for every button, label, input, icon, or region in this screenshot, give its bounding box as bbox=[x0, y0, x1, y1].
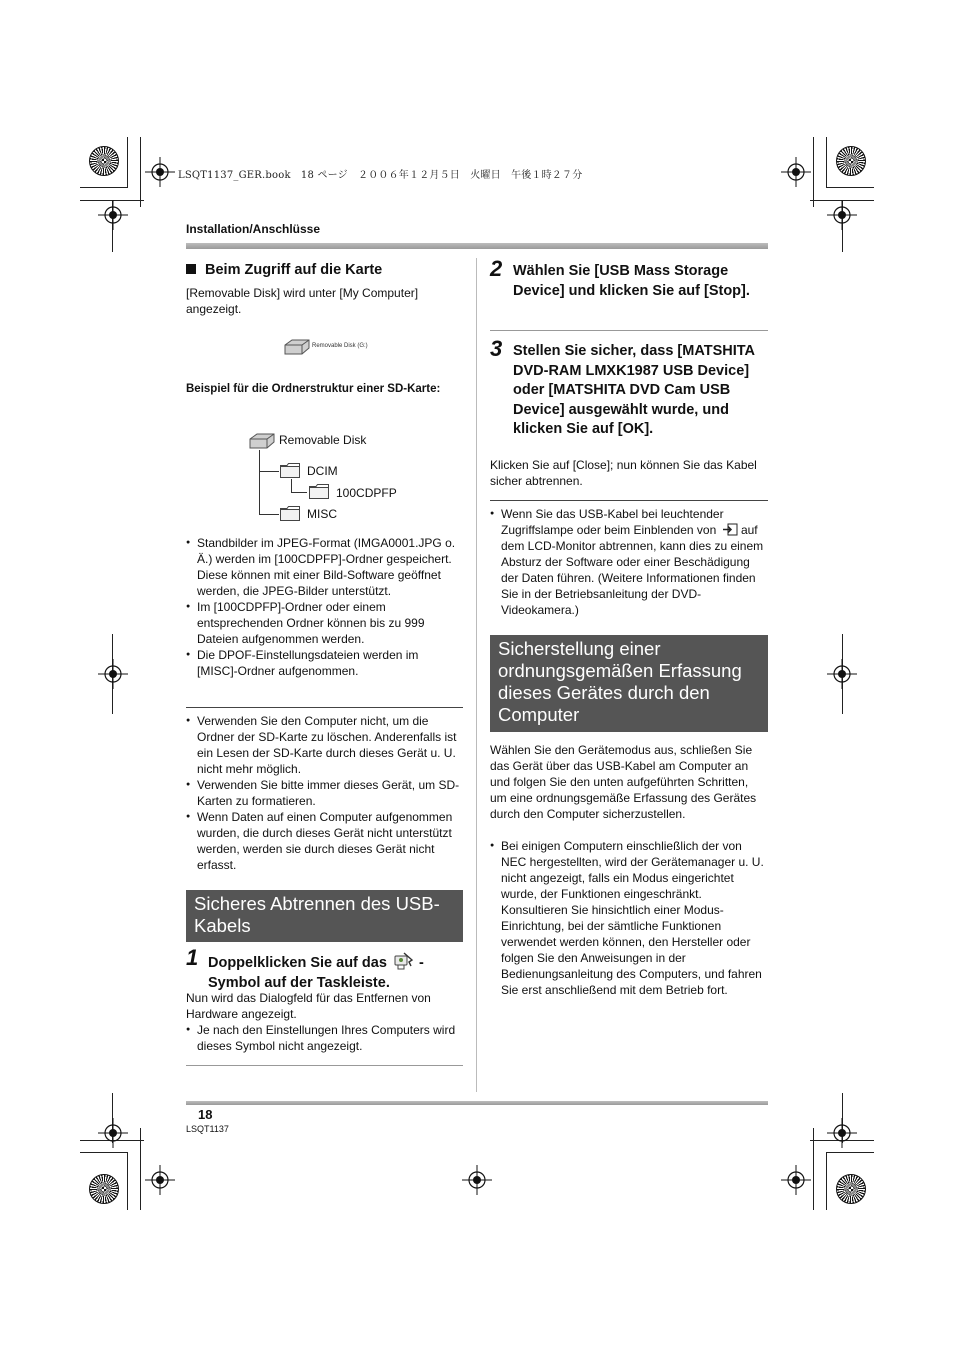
step1-title-part: - bbox=[418, 955, 424, 971]
rosette-mark bbox=[836, 1174, 866, 1204]
step1-notes bbox=[186, 1022, 458, 1054]
divider bbox=[186, 1065, 463, 1066]
safely-remove-hardware-icon[interactable] bbox=[392, 951, 414, 971]
registration-target-icon bbox=[827, 1118, 857, 1148]
warning-text-part: auf dem LCD-Monitor abtrennen, kann dies zu einem Absturz der Software oder einer Beschädigung der Daten führen. (Weitere Informationen finden Sie in der Betriebsanleitung der DVD-Videokamera.) bbox=[501, 523, 764, 617]
divider bbox=[186, 707, 463, 708]
section-header: Installation/Anschlüsse bbox=[186, 222, 321, 236]
list-item: ● Verwenden Sie den Computer nicht, um die Ordner der SD-Karte zu löschen. Anderenfalls ist ein Lesen der SD-Karte durch dieses Gerät u. U. nicht mehr möglich. bbox=[186, 713, 462, 777]
list-item: ● Wenn Daten auf einen Computer aufgenommen wurden, die durch dieses Gerät nicht unterstützt werden, werden sie durch dieses Gerät nicht erfasst. bbox=[186, 809, 462, 873]
page-number: 18 bbox=[198, 1107, 213, 1122]
list-item: ● Die DPOF-Einstellungsdateien werden im [MISC]-Ordner aufgenommen. bbox=[186, 647, 462, 679]
registration-target-icon bbox=[827, 659, 857, 689]
detection-notes bbox=[490, 838, 766, 998]
list-item: ● Im [100CDPFP]-Ordner oder einem entsprechenden Ordner können bis zu 999 Dateien aufgenommen werden. bbox=[186, 599, 462, 647]
step1-title-part: Symbol auf der Taskleiste. bbox=[208, 974, 390, 991]
list-item bbox=[490, 506, 766, 618]
registration-target-icon bbox=[145, 1165, 175, 1195]
tree-dcim-label: DCIM bbox=[307, 464, 338, 478]
list-item: ● Verwenden Sie bitte immer dieses Gerät, um SD-Karten zu formatieren. bbox=[186, 777, 462, 809]
card-warnings-list bbox=[186, 713, 462, 873]
step-number: 2 bbox=[490, 256, 503, 281]
registration-target-icon bbox=[145, 157, 175, 187]
step-number: 1 bbox=[186, 945, 199, 970]
step1-title-part: Doppelklicken Sie auf das bbox=[208, 955, 387, 971]
example-heading: Beispiel für die Ordnerstruktur einer SD-Karte: bbox=[186, 383, 441, 395]
registration-target-icon bbox=[98, 1118, 128, 1148]
list-item: ● Je nach den Einstellungen Ihres Computers wird dieses Symbol nicht angezeigt. bbox=[186, 1022, 458, 1054]
detection-banner: Sicherstellung einer ordnungsgemäßen Erfassung dieses Gerätes durch den Computer bbox=[490, 635, 768, 732]
left-heading-text: Beim Zugriff auf die Karte bbox=[205, 262, 383, 278]
step3-text: Klicken Sie auf [Close]; nun können Sie das Kabel sicher abtrennen. bbox=[490, 458, 757, 488]
step3-title: Stellen Sie sicher, dass [MATSHITA DVD-RAM LMXK1987 USB Device] oder [MATSHITA DVD Cam USB Device] ausgewählt wurde, und klicken Sie auf [OK]. bbox=[513, 343, 755, 437]
detection-text: Wählen Sie den Gerätemodus aus, schließen Sie das Gerät über das USB-Kabel am Computer an und folgen Sie den unten aufgeführten Schritten, um eine ordnungsgemäße Erfassung des Gerätes durch den Computer sicherzustellen. bbox=[490, 743, 757, 821]
card-notes-list bbox=[186, 535, 462, 679]
left-intro: [Removable Disk] wird unter [My Computer] angezeigt. bbox=[186, 286, 419, 316]
step-number: 3 bbox=[490, 336, 503, 361]
rosette-mark bbox=[89, 146, 119, 176]
rosette-mark bbox=[836, 146, 866, 176]
registration-target-icon bbox=[781, 1165, 811, 1195]
removable-disk-icon bbox=[248, 432, 276, 450]
access-indicator-icon bbox=[722, 523, 738, 536]
footer-rule bbox=[186, 1101, 768, 1105]
list-item: ● Bei einigen Computern einschließlich der von NEC hergestellten, wird der Gerätemanager u. U. nicht angezeigt, falls ein Modus eingerichtet wurde, der Funktionen eingeschränkt. Konsultieren Sie hinsichtlich einer Modus-Einrichtung, bei der sämtliche Funktionen verwendet werden können, den Hersteller oder folgen Sie den Anweisungen in der Bedienungsanleitung des Computers, und fahren Sie erst anschließend mit dem Betrieb fort. bbox=[490, 838, 766, 998]
registration-target-icon bbox=[781, 157, 811, 187]
step1-title bbox=[208, 951, 458, 993]
rosette-mark bbox=[89, 1174, 119, 1204]
warning-text-part: Wenn Sie das USB-Kabel bei leuchtender Zugriffslampe oder beim Einblenden von bbox=[501, 507, 724, 537]
registration-target-icon bbox=[98, 659, 128, 689]
removal-warning bbox=[490, 506, 766, 618]
tree-sub-label: 100CDPFP bbox=[336, 486, 397, 500]
registration-target-icon bbox=[98, 200, 128, 230]
tree-root-label: Removable Disk bbox=[279, 433, 367, 447]
removable-disk-icon bbox=[283, 338, 311, 356]
registration-target-icon bbox=[462, 1165, 492, 1195]
tree-misc-label: MISC bbox=[307, 507, 337, 521]
left-heading bbox=[186, 262, 382, 278]
square-bullet-icon bbox=[186, 264, 196, 274]
folder-icon bbox=[280, 463, 300, 478]
removable-disk-label: Removable Disk (G:) bbox=[312, 343, 368, 349]
column-divider bbox=[476, 258, 477, 1092]
step1-text: Nun wird das Dialogfeld für das Entfernen von Hardware angezeigt. bbox=[186, 991, 431, 1021]
step2-title: Wählen Sie [USB Mass Storage Device] und klicken Sie auf [Stop]. bbox=[513, 263, 750, 299]
print-file-header: LSQT1137_GER.book 18 ページ ２００６年１２月５日 火曜日 午後１時２７分 bbox=[178, 170, 583, 181]
header-rule bbox=[186, 243, 768, 249]
folder-icon bbox=[280, 506, 300, 521]
safe-removal-banner: Sicheres Abtrennen des USB-Kabels bbox=[186, 890, 463, 942]
divider bbox=[490, 500, 768, 501]
folder-icon bbox=[309, 484, 329, 499]
registration-target-icon bbox=[827, 200, 857, 230]
divider bbox=[490, 330, 768, 331]
list-item: ● Standbilder im JPEG-Format (IMGA0001.JPG o. Ä.) werden im [100CDPFP]-Ordner gespeichert. Diese können mit einer Bild-Software geöffnet werden, die JPEG-Bilder unterstützt. bbox=[186, 535, 462, 599]
document-code: LSQT1137 bbox=[186, 1124, 229, 1134]
